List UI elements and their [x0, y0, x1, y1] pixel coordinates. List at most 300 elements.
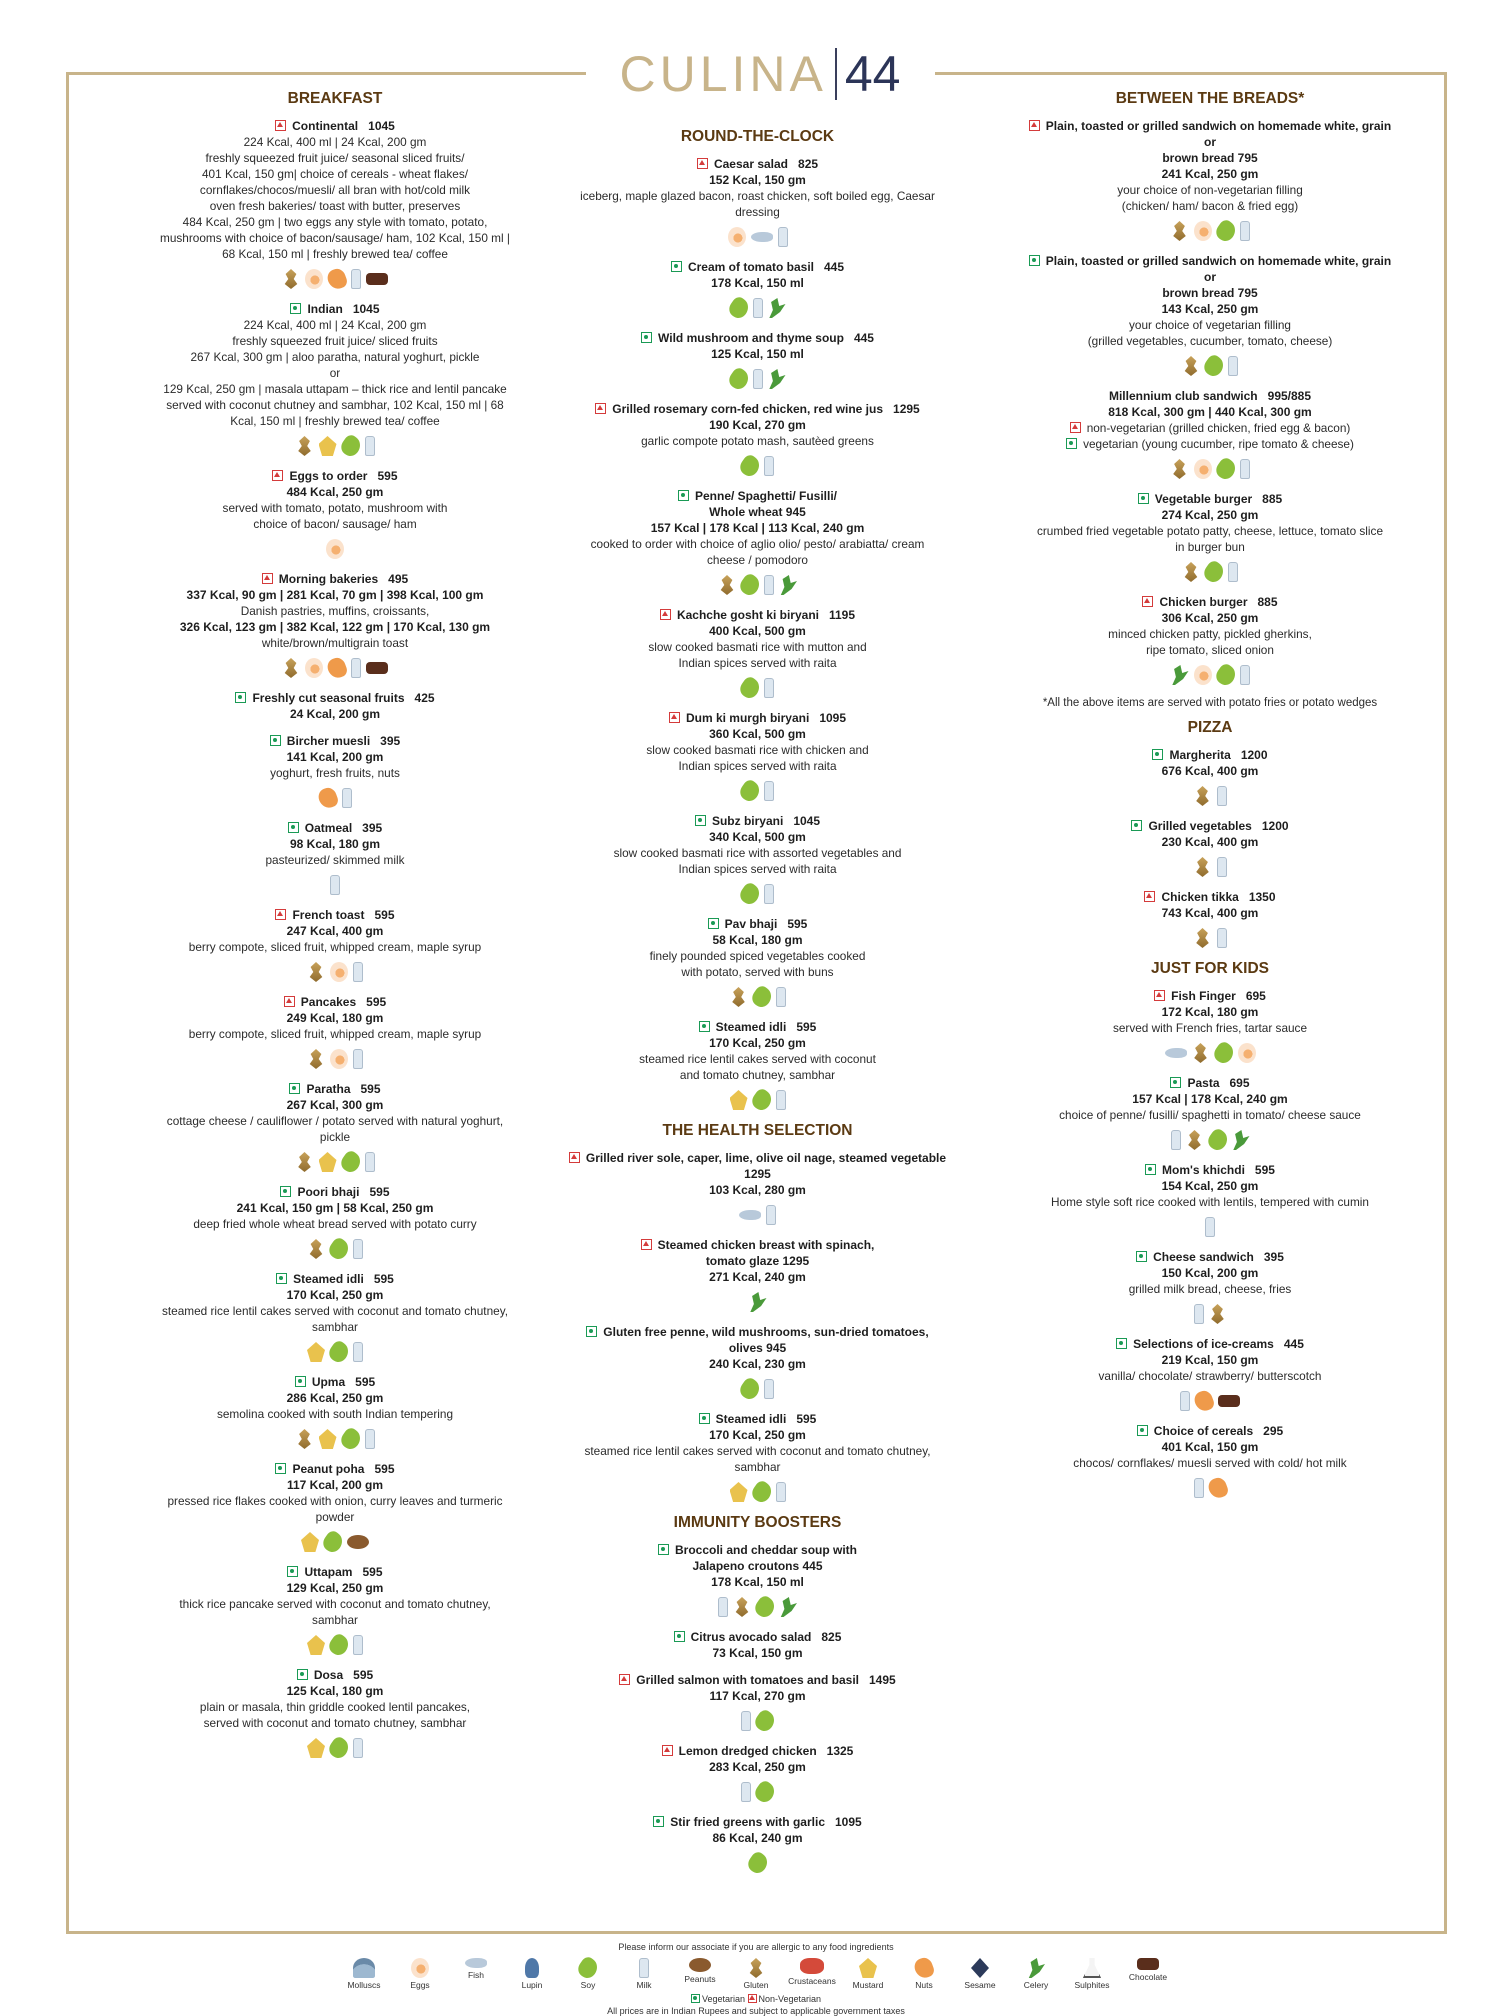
item-detail-bold [140, 1580, 530, 1596]
item-line-text: olives 945 [728, 1341, 787, 1355]
legend-label: Soy [580, 1980, 596, 1990]
item-line-text: finely pounded spiced vegetables cooked [649, 949, 866, 963]
allergen-icons [560, 677, 955, 699]
menu-item [140, 468, 530, 560]
item-name: Peanut poha [292, 1462, 365, 1476]
column-middle [560, 128, 955, 1885]
gluten-icon [282, 658, 300, 678]
nonveg-tag-icon [748, 1994, 757, 2003]
item-name-row [1010, 594, 1410, 610]
soy-icon [737, 572, 763, 599]
item-line-text: Whole wheat 945 [709, 505, 806, 519]
item-price: 885 [1257, 595, 1278, 609]
item-price: 425 [414, 691, 435, 705]
item-description [140, 230, 530, 246]
legend-item [1073, 1958, 1111, 1990]
item-price: 1045 [368, 119, 395, 133]
milk-icon [365, 1152, 375, 1172]
item-line-text: served with tomato, potato, mushroom with [222, 501, 448, 515]
item-line-text: 241 Kcal, 250 gm [1161, 167, 1259, 181]
lupin-icon [525, 1958, 539, 1978]
crustaceans-icon [800, 1958, 824, 1974]
item-price: 595 [366, 995, 387, 1009]
allergen-icons [560, 1204, 955, 1226]
item-line-text: freshly squeezed fruit juice/ sliced fruits [232, 334, 438, 348]
veg-tag-icon [653, 1816, 664, 1827]
nonveg-legend-label: Non-Vegetarian [758, 1994, 822, 2004]
gluten-icon [1186, 1130, 1204, 1150]
celery-icon [1027, 1958, 1045, 1978]
item-detail-bold [140, 1477, 530, 1493]
item-line-text: garlic compote potato mash, sautèed greens [641, 434, 874, 448]
item-price: 1350 [1248, 890, 1276, 904]
item-detail-bold [1010, 269, 1410, 285]
item-line-text: cottage cheese / cauliflower / potato served with natural yoghurt, [166, 1114, 504, 1128]
item-description [560, 536, 955, 552]
chocolate-icon [366, 662, 388, 674]
item-line-text: 230 Kcal, 400 gm [1161, 835, 1259, 849]
menu-item [560, 1237, 955, 1313]
veg-tag-icon [708, 918, 719, 929]
veg-tag-icon [1131, 820, 1142, 831]
nonveg-tag-icon [262, 573, 273, 584]
item-description [140, 500, 530, 516]
veg-tag-icon [678, 490, 689, 501]
menu-item [1010, 253, 1410, 377]
allergen-icons [1010, 785, 1410, 807]
item-name-row [140, 1184, 530, 1200]
item-name-row [140, 994, 530, 1010]
milk-icon [342, 788, 352, 808]
soy-icon [326, 1735, 352, 1762]
allergen-icons [1010, 458, 1410, 480]
item-line-text: 129 Kcal, 250 gm [286, 1581, 384, 1595]
item-name: Grilled vegetables [1148, 819, 1252, 833]
item-description [140, 1493, 530, 1509]
item-description [1010, 1194, 1410, 1210]
legend-item [849, 1958, 887, 1990]
item-line-text: 274 Kcal, 250 gm [1161, 508, 1259, 522]
item-description [140, 214, 530, 230]
item-description [560, 1067, 955, 1083]
item-line-text: 103 Kcal, 280 gm [709, 1183, 806, 1197]
item-description [560, 861, 955, 877]
item-name: Steamed idli [293, 1272, 364, 1286]
item-description [140, 1596, 530, 1612]
nonveg-tag-icon [697, 158, 708, 169]
allergen-icons [560, 1291, 955, 1313]
item-price: 445 [853, 331, 874, 345]
item-line-text: 340 Kcal, 500 gm [709, 830, 806, 844]
allergen-legend [0, 1942, 1512, 2016]
gluten-icon [733, 1597, 751, 1617]
item-line-text: chocos/ cornflakes/ muesli served with cold/ hot milk [1073, 1456, 1347, 1470]
veg-tag-icon [288, 822, 299, 833]
item-name: Broccoli and cheddar soup with [674, 1543, 858, 1557]
menu-item [140, 1667, 530, 1759]
soy-icon [1212, 456, 1238, 483]
item-line-text: Danish pastries, muffins, croissants, [240, 604, 430, 618]
item-name: Uttapam [304, 1565, 353, 1579]
item-line-text: 143 Kcal, 250 gm [1161, 302, 1259, 316]
veg-tag-icon [289, 1083, 300, 1094]
menu-item [1010, 118, 1410, 242]
menu-item [140, 118, 530, 290]
soy-icon [320, 1529, 346, 1556]
column-right [1010, 90, 1410, 1510]
milk-icon [351, 658, 361, 678]
milk-icon [741, 1711, 751, 1731]
item-name: Wild mushroom and thyme soup [658, 331, 844, 345]
nuts-icon [1192, 1389, 1216, 1414]
item-description [560, 639, 955, 655]
item-name: Steamed idli [715, 1020, 787, 1034]
milk-icon [353, 1342, 363, 1362]
item-detail-bold [560, 1035, 955, 1051]
soy-icon [748, 984, 774, 1011]
section-title: THE HEALTH SELECTION [662, 1122, 853, 1139]
item-name-row [560, 330, 955, 346]
item-price: 1045 [352, 302, 380, 316]
item-detail-bold [1010, 1439, 1410, 1455]
nuts-icon [325, 656, 349, 681]
item-line-text: slow cooked basmati rice with assorted vegetables and [613, 846, 902, 860]
allergen-icons [560, 1378, 955, 1400]
allergen-icons [140, 268, 530, 290]
item-description [560, 1051, 955, 1067]
menu-item [560, 1411, 955, 1503]
item-name-row [560, 1324, 955, 1340]
soy-icon [1201, 559, 1227, 586]
item-line-text: 360 Kcal, 500 gm [709, 727, 806, 741]
gluten-icon [296, 436, 314, 456]
section-title: BETWEEN THE BREADS* [1115, 90, 1305, 107]
item-price: 1095 [835, 1815, 862, 1829]
item-description [1010, 1020, 1410, 1036]
item-line-text: pickle [319, 1130, 351, 1144]
menu-item [1010, 1162, 1410, 1238]
item-price: 695 [1245, 989, 1266, 1003]
item-line-text: in burger bun [1175, 540, 1245, 554]
item-line-text: white/brown/multigrain toast [261, 636, 409, 650]
item-line-text: 170 Kcal, 250 gm [286, 1288, 384, 1302]
item-description [140, 939, 530, 955]
item-detail-bold [140, 749, 530, 765]
item-price: 395 [362, 821, 383, 835]
item-line-text: 178 Kcal, 150 ml [711, 276, 804, 290]
legend-item [961, 1958, 999, 1990]
gluten-icon [1182, 356, 1200, 376]
item-description [140, 516, 530, 532]
item-name-row [140, 1081, 530, 1097]
item-line-text: 484 Kcal, 250 gm | two eggs any style with tomato, potato, [182, 215, 488, 229]
veg-tag-icon [1152, 749, 1163, 760]
section-footnote: *All the above items are served with potato fries or potato wedges [1042, 697, 1378, 709]
milk-icon [353, 962, 363, 982]
item-description [140, 635, 530, 651]
legend-label: Gluten [743, 1980, 769, 1990]
item-detail-bold [1010, 905, 1410, 921]
menu-item [560, 330, 955, 390]
item-line-text: pressed rice flakes cooked with onion, curry leaves and turmeric [167, 1494, 503, 1508]
nonveg-tag-icon [1142, 596, 1153, 607]
allergen-icons [1010, 927, 1410, 949]
item-line-text: 178 Kcal, 150 ml [711, 1575, 804, 1589]
item-description [140, 1303, 530, 1319]
item-detail-bold [140, 836, 530, 852]
item-detail-bold [560, 1688, 955, 1704]
item-line-text: sambhar [312, 1320, 358, 1334]
milk-icon [764, 678, 774, 698]
allergen-icons [560, 1710, 955, 1732]
soy-icon [737, 675, 763, 702]
milk-icon [778, 227, 788, 247]
sulphites-icon [1083, 1958, 1101, 1978]
allergen-icons [140, 435, 530, 457]
mustard-icon [307, 1635, 325, 1655]
item-description [560, 204, 955, 220]
item-detail-bold [560, 1269, 955, 1285]
item-detail-bold [140, 1683, 530, 1699]
item-name: Cheese sandwich [1153, 1250, 1254, 1264]
milk-icon [1228, 356, 1238, 376]
menu-item [560, 1743, 955, 1803]
item-line-text: deep fried whole wheat bread served with potato curry [193, 1217, 477, 1231]
item-name: Grilled river sole, caper, lime, olive oil nage, steamed vegetable [585, 1151, 947, 1165]
item-line-text: steamed rice lentil cakes served with coconut [639, 1052, 876, 1066]
item-detail-bold [140, 1287, 530, 1303]
allergen-icons [1010, 355, 1410, 377]
item-line-text: 1295 [744, 1167, 771, 1181]
milk-icon [365, 1429, 375, 1449]
item-name-row [1010, 1075, 1410, 1091]
item-name-row [140, 820, 530, 836]
nonveg-tag-icon [569, 1152, 580, 1163]
legend-item [401, 1958, 439, 1990]
item-line-text: 154 Kcal, 250 gm [1161, 1179, 1259, 1193]
item-detail-bold [140, 587, 530, 603]
menu-item [1010, 889, 1410, 949]
item-description [140, 365, 530, 381]
item-line-text: 743 Kcal, 400 gm [1161, 906, 1259, 920]
item-detail-bold [1010, 834, 1410, 850]
price-notice: All prices are in Indian Rupees and subject to applicable government taxes [607, 2006, 905, 2016]
item-line-text: powder [315, 1510, 355, 1524]
item-name: Plain, toasted or grilled sandwich on homemade white, grain [1045, 119, 1392, 133]
eggs-icon [411, 1958, 429, 1978]
item-name: Choice of cereals [1153, 1424, 1254, 1438]
menu-item [560, 156, 955, 248]
veg-tag-icon [699, 1021, 710, 1032]
item-name: Steamed idli [715, 1412, 787, 1426]
nonveg-tag-icon [1029, 120, 1040, 131]
nonveg-tag-icon [1144, 891, 1155, 902]
item-line-text: brown bread 795 [1162, 151, 1258, 165]
item-name-row [560, 1672, 955, 1688]
item-name-row [1010, 1423, 1410, 1439]
fish-icon [739, 1210, 761, 1220]
allergen-icons [1010, 1129, 1410, 1151]
nuts-icon [316, 786, 340, 811]
item-description [140, 1216, 530, 1232]
allergen-icons [1010, 220, 1410, 242]
eggs-icon [305, 658, 323, 678]
item-description [140, 1612, 530, 1628]
legend-item [737, 1958, 775, 1990]
item-detail-bold [560, 829, 955, 845]
allergen-icons [1010, 561, 1410, 583]
item-description [140, 1406, 530, 1422]
veg-tag-icon [691, 1994, 700, 2003]
sesame-icon [971, 1958, 989, 1978]
item-name: Pav bhaji [724, 917, 778, 931]
allergen-icons [560, 1852, 955, 1874]
allergen-icons [560, 1089, 955, 1111]
item-name-row [140, 1564, 530, 1580]
item-price: 495 [388, 572, 409, 586]
nonveg-tag-icon [641, 1239, 652, 1250]
item-price: 1200 [1261, 819, 1289, 833]
item-detail-bold [560, 504, 955, 520]
item-name-row [560, 1237, 955, 1253]
item-detail-bold [560, 932, 955, 948]
veg-tag-icon [235, 692, 246, 703]
item-detail-bold [560, 1427, 955, 1443]
veg-tag-icon [270, 735, 281, 746]
milk-icon [353, 1738, 363, 1758]
item-line-text: steamed rice lentil cakes served with coconut and tomato chutney, [161, 1304, 508, 1318]
item-description [1010, 420, 1410, 436]
item-name: Lemon dredged chicken [678, 1744, 817, 1758]
allergen-icons [140, 874, 530, 896]
milk-icon [1240, 459, 1250, 479]
item-name-row [560, 813, 955, 829]
item-name-row [560, 916, 955, 932]
peanuts-icon [347, 1535, 369, 1549]
chocolate-icon [1218, 1395, 1240, 1407]
item-description [560, 655, 955, 671]
item-detail-bold [1010, 301, 1410, 317]
item-line-text: 86 Kcal, 240 gm [712, 1831, 803, 1845]
item-line-text: (grilled vegetables, cucumber, tomato, cheese) [1087, 334, 1333, 348]
item-name-row [1010, 747, 1410, 763]
item-name-row [1010, 253, 1410, 269]
menu-item [560, 259, 955, 319]
item-line-text: 172 Kcal, 180 gm [1161, 1005, 1259, 1019]
item-name: Pancakes [300, 995, 357, 1009]
item-name: Fish Finger [1171, 989, 1236, 1003]
menu-item [1010, 747, 1410, 807]
item-detail-bold [1010, 1178, 1410, 1194]
veg-tag-icon [658, 1544, 669, 1555]
allergen-icons [140, 1048, 530, 1070]
item-description [1010, 539, 1410, 555]
veg-tag-icon [1137, 1425, 1148, 1436]
item-name: Kachche gosht ki biryani [676, 608, 819, 622]
menu-item [560, 1019, 955, 1111]
menu-item [1010, 491, 1410, 583]
gluten-icon [307, 1239, 325, 1259]
item-line-text: Indian spices served with raita [678, 759, 837, 773]
menu-item [560, 813, 955, 905]
menu-item [140, 1081, 530, 1173]
item-price: 825 [798, 157, 819, 171]
item-name-row [140, 118, 530, 134]
item-name: Continental [292, 119, 359, 133]
item-description [560, 948, 955, 964]
item-price: 395 [380, 734, 401, 748]
item-line-text: freshly squeezed fruit juice/ seasonal sliced fruits/ [205, 151, 465, 165]
allergen-icons [1010, 1303, 1410, 1325]
allergen-icons [140, 787, 530, 809]
item-description [1010, 523, 1410, 539]
fish-icon [1165, 1048, 1187, 1058]
allergen-icons [1010, 1390, 1410, 1412]
allergen-icons [140, 961, 530, 983]
soy-icon [737, 453, 763, 480]
soy-icon [737, 1376, 763, 1403]
item-line-text: tomato glaze 1295 [705, 1254, 810, 1268]
fish-icon [465, 1958, 487, 1968]
soy-icon [326, 1236, 352, 1263]
milk-icon [776, 1090, 786, 1110]
item-name: Bircher muesli [286, 734, 371, 748]
item-name: Caesar salad [713, 157, 789, 171]
menu-item [1010, 1249, 1410, 1325]
menu-item [560, 1814, 955, 1874]
menu-item [560, 916, 955, 1008]
item-line-text: your choice of non-vegetarian filling [1117, 183, 1303, 197]
item-name-row [1010, 1336, 1410, 1352]
menu-item [140, 301, 530, 457]
allergen-icons [560, 883, 955, 905]
legend-label: Eggs [410, 1980, 430, 1990]
menu-item [1010, 1336, 1410, 1412]
item-name-row [560, 607, 955, 623]
item-line-text: 117 Kcal, 200 gm [286, 1478, 384, 1492]
item-line-text: thick rice pancake served with coconut and tomato chutney, [179, 1597, 491, 1611]
item-line-text: choice of bacon/ sausage/ ham [253, 517, 417, 531]
soy-icon [744, 1850, 770, 1877]
menu-item [140, 1564, 530, 1656]
legend-label: Nuts [915, 1980, 933, 1990]
item-description [1010, 1455, 1410, 1471]
milk-icon [764, 884, 774, 904]
menu-item [140, 690, 530, 722]
milk-icon [776, 1482, 786, 1502]
celery-icon [1171, 665, 1189, 685]
menu-item [1010, 1075, 1410, 1151]
soy-icon [725, 295, 751, 322]
item-name-row [140, 1374, 530, 1390]
nonveg-tag-icon [1154, 990, 1165, 1001]
item-name: Citrus avocado salad [690, 1630, 812, 1644]
item-name-row [1010, 491, 1410, 507]
item-detail-bold [140, 1097, 530, 1113]
item-description [140, 1715, 530, 1731]
item-description [140, 134, 530, 150]
item-name: Pasta [1187, 1076, 1220, 1090]
item-name: Stir fried greens with garlic [670, 1815, 825, 1829]
eggs-icon [1194, 459, 1212, 479]
item-line-text: or [1204, 135, 1216, 149]
veg-tag-icon [287, 1566, 298, 1577]
eggs-icon [1194, 221, 1212, 241]
item-price: 1295 [893, 402, 920, 416]
nonveg-tag-icon [619, 1674, 630, 1685]
item-detail-bold [1010, 404, 1410, 420]
item-description [140, 1509, 530, 1525]
